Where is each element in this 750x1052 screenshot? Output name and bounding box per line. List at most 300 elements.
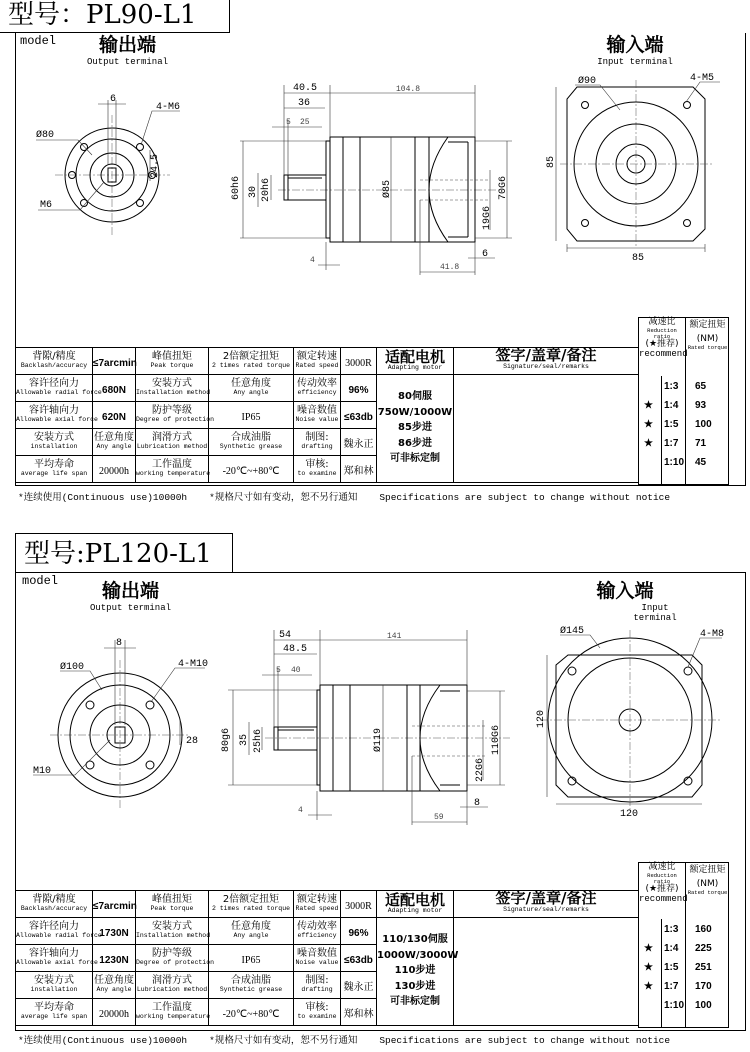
ratio-value: 1:10 bbox=[664, 457, 685, 468]
spec-label-en: Any angle bbox=[233, 388, 269, 396]
spec-label-cell bbox=[294, 402, 341, 429]
dim-side-spigot: 80g6 bbox=[221, 727, 232, 752]
spec-label-cn: 额定转速 bbox=[297, 894, 337, 906]
ratio-row bbox=[639, 978, 728, 997]
dim-side-body: Ø85 bbox=[382, 179, 393, 198]
spec-label-cell bbox=[209, 348, 294, 375]
dim-output-key-height: 24.5 bbox=[150, 153, 161, 178]
spec-label-cn: 工作温度 bbox=[152, 1002, 192, 1014]
spec-label-cell bbox=[16, 918, 102, 945]
spec-label-cn: 容许轴向力 bbox=[29, 948, 79, 960]
motor-option: 80伺服 bbox=[398, 391, 432, 403]
remarks-header-cell bbox=[454, 348, 639, 375]
spec-value-cell bbox=[209, 456, 294, 483]
motor-option: 86步进 bbox=[398, 437, 432, 449]
spec-label-en: Any angle bbox=[96, 442, 132, 450]
side-view bbox=[221, 630, 510, 825]
adapting-motor-list bbox=[377, 375, 454, 483]
spec-label-en: Synthetic grease bbox=[219, 442, 283, 450]
dim-input-width: 85 bbox=[632, 253, 645, 264]
ratio-header-cn: 减速比 bbox=[648, 862, 676, 872]
spec-row bbox=[16, 375, 639, 402]
spec-label-cn: 防护等级 bbox=[152, 405, 192, 417]
spec-value-cell bbox=[341, 999, 377, 1026]
spec-value-cell bbox=[209, 999, 294, 1026]
spec-label-cell bbox=[136, 375, 209, 402]
spec-value: 96% bbox=[348, 384, 369, 396]
ratio-header-en: Reduction ratio bbox=[647, 871, 677, 885]
spec-value: 郑和林 bbox=[343, 1008, 374, 1020]
spec-value: 20000h bbox=[99, 1008, 129, 1020]
spec-value: 魏永正 bbox=[343, 981, 374, 993]
spec-value-cell bbox=[93, 999, 136, 1026]
spec-label-cell bbox=[136, 945, 215, 972]
spec-label-en: Any angle bbox=[233, 931, 269, 939]
reduction-ratio-panel bbox=[638, 317, 729, 485]
spec-label-cell bbox=[209, 972, 294, 999]
spec-value: 1230N bbox=[99, 954, 129, 966]
recommend-star-icon: ★ bbox=[644, 943, 653, 954]
reduction-ratio-panel bbox=[638, 862, 729, 1028]
spec-label-en: Allowable axial force bbox=[16, 958, 98, 966]
motor-option: 130步进 bbox=[394, 980, 436, 992]
spec-label-cell bbox=[136, 348, 209, 375]
spec-label-cell bbox=[209, 429, 294, 456]
ratio-value: 1:3 bbox=[664, 381, 679, 392]
footnote: *规格尺寸如有变动，恕不另行通知 bbox=[209, 1035, 358, 1046]
spec-label-cn: 背隙/精度 bbox=[32, 894, 76, 906]
spec-value-cell bbox=[93, 891, 136, 918]
spec-label-en: Degree of protection bbox=[136, 958, 215, 966]
spec-value-cell bbox=[341, 945, 377, 972]
dim-side-input-bore: 22G6 bbox=[475, 757, 486, 782]
spec-label-cell bbox=[294, 945, 341, 972]
output-heading-en: Output terminal bbox=[89, 603, 171, 613]
spec-value-cell bbox=[93, 375, 136, 402]
spec-value-cell bbox=[341, 918, 377, 945]
spec-label-en: Lubrication method bbox=[136, 442, 208, 450]
spec-label-en: installation bbox=[30, 442, 78, 450]
torque-header-en: Rated torque bbox=[687, 343, 728, 351]
spec-row bbox=[16, 918, 639, 945]
spec-label-en: to examine bbox=[297, 469, 337, 477]
spec-label-en: average life span bbox=[20, 1012, 88, 1020]
product-sheet-pl90 bbox=[0, 0, 750, 505]
spec-label-cell bbox=[294, 429, 341, 456]
spec-label-cell bbox=[16, 972, 93, 999]
spec-label-cell bbox=[16, 402, 98, 429]
spec-row bbox=[16, 891, 639, 918]
spec-label-cn: 峰值扭矩 bbox=[152, 894, 192, 906]
dim-side-shaft-step: 35 bbox=[239, 733, 250, 746]
dim-output-key-height: 28 bbox=[186, 736, 199, 747]
motor-header-en: Adapting motor bbox=[387, 907, 443, 915]
spec-label-cell bbox=[93, 429, 136, 456]
spec-label-en: efficiency bbox=[297, 931, 337, 939]
ratio-row bbox=[639, 997, 728, 1016]
spec-label-cn: 峰值扭矩 bbox=[152, 351, 192, 363]
rated-torque-value: 251 bbox=[695, 962, 712, 973]
spec-value: ≤63db bbox=[344, 954, 373, 966]
ratio-value: 1:7 bbox=[664, 981, 679, 992]
ratio-row bbox=[639, 397, 728, 416]
spec-value: 20000h bbox=[99, 465, 129, 477]
dim-output-holes: 4-M10 bbox=[178, 659, 209, 670]
spec-label-cell bbox=[294, 972, 341, 999]
ratio-header-en: Reduction ratio bbox=[647, 326, 677, 340]
ratio-recommend-en: recommend bbox=[639, 893, 688, 904]
remarks-header-cell bbox=[454, 891, 639, 918]
spec-label-cn: 任意角度 bbox=[94, 975, 134, 987]
ratio-row bbox=[639, 959, 728, 978]
rated-torque-value: 225 bbox=[695, 943, 712, 954]
spec-label-en: Any angle bbox=[96, 985, 132, 993]
recommend-star-icon: ★ bbox=[644, 962, 653, 973]
torque-header-cn: 额定扭矩 bbox=[689, 865, 726, 875]
remarks-cell bbox=[454, 918, 639, 1026]
footnote: *连续使用(Continuous use)10000h bbox=[18, 492, 188, 503]
spec-label-cell bbox=[294, 375, 341, 402]
spec-label-cell bbox=[136, 999, 209, 1026]
torque-header-cn: 额定扭矩 bbox=[689, 320, 726, 330]
spec-label-cn: 噪音数值 bbox=[297, 948, 337, 960]
dim-output-key: 6 bbox=[110, 94, 117, 105]
motor-option: 110/130伺服 bbox=[382, 934, 448, 946]
dim-output-key: 8 bbox=[116, 638, 123, 649]
dim-side-flange: 4 bbox=[310, 256, 315, 265]
rated-torque-value: 100 bbox=[695, 419, 712, 430]
ratio-row bbox=[639, 921, 728, 940]
dim-side-c: 5 bbox=[276, 666, 281, 675]
ratio-header bbox=[639, 862, 688, 905]
output-end-view bbox=[33, 638, 208, 810]
spec-table bbox=[15, 347, 639, 483]
spec-label-cn: 噪音数值 bbox=[297, 405, 337, 417]
spec-label-cell bbox=[294, 456, 341, 483]
spec-value: -20℃~+80℃ bbox=[222, 1008, 280, 1020]
spec-label-cn: 背隙/精度 bbox=[32, 351, 76, 363]
recommend-star-icon: ★ bbox=[644, 438, 653, 449]
model-label: model bbox=[20, 34, 57, 48]
dim-side-input-bore: 19G6 bbox=[482, 205, 493, 230]
motor-option: 可非标定制 bbox=[390, 453, 440, 465]
ratio-value: 1:4 bbox=[664, 400, 679, 411]
spec-label-cn: 安装方式 bbox=[34, 432, 74, 444]
spec-label-cell bbox=[16, 456, 93, 483]
spec-label-cn: 任意角度 bbox=[231, 378, 271, 390]
motor-option: 可非标定制 bbox=[390, 996, 440, 1008]
output-end-view bbox=[36, 94, 180, 235]
spec-value-cell bbox=[341, 348, 377, 375]
ratio-value: 1:5 bbox=[664, 419, 679, 430]
footnotes bbox=[18, 489, 692, 503]
spec-label-cell bbox=[16, 348, 93, 375]
input-end-view bbox=[546, 73, 720, 264]
dim-side-input-depth: 41.8 bbox=[440, 263, 460, 272]
spec-label-cn: 平均寿命 bbox=[34, 1002, 74, 1014]
spec-value-cell bbox=[341, 972, 377, 999]
dim-side-spigot: 60h6 bbox=[231, 175, 242, 200]
spec-value-cell bbox=[341, 429, 377, 456]
ratio-row bbox=[639, 940, 728, 959]
spec-label-cell bbox=[294, 891, 341, 918]
ratio-recommend-en: recommend bbox=[639, 348, 688, 359]
torque-header bbox=[685, 863, 730, 896]
recommend-star-icon: ★ bbox=[644, 981, 653, 992]
output-heading-cn: 输出端 bbox=[101, 580, 159, 602]
spec-label-cell bbox=[209, 918, 294, 945]
spec-value: 680N bbox=[102, 384, 126, 396]
spec-label-en: 2 times rated torque bbox=[211, 904, 290, 912]
spec-label-cn: 安装方式 bbox=[152, 378, 192, 390]
spec-label-cn: 2倍额定扭矩 bbox=[222, 894, 280, 906]
ratio-row bbox=[639, 416, 728, 435]
spec-value-cell bbox=[209, 402, 294, 429]
spec-label-cn: 安装方式 bbox=[34, 975, 74, 987]
spec-label-en: Rated speed bbox=[295, 904, 339, 912]
dim-output-thread: M6 bbox=[40, 200, 53, 211]
spec-value: 620N bbox=[102, 411, 126, 423]
spec-label-cn: 制图: bbox=[305, 432, 329, 444]
dim-input-height: 85 bbox=[546, 155, 557, 168]
dim-output-holes: 4-M6 bbox=[156, 102, 181, 113]
recommend-star-icon: ★ bbox=[644, 400, 653, 411]
side-view bbox=[230, 83, 512, 275]
spec-value: IP65 bbox=[241, 411, 261, 423]
ratio-value: 1:3 bbox=[664, 924, 679, 935]
spec-label-en: working temperature bbox=[136, 1012, 211, 1020]
spec-value: ≤7arcmin bbox=[93, 357, 137, 369]
spec-label-en: Allowable radial force bbox=[16, 388, 102, 396]
footnote: Specifications are subject to change without notice bbox=[379, 492, 671, 503]
rated-torque-value: 71 bbox=[695, 438, 707, 449]
ratio-value: 1:7 bbox=[664, 438, 679, 449]
dim-side-d: 40 bbox=[291, 666, 301, 675]
dim-side-a: 40.5 bbox=[293, 83, 318, 94]
dim-side-d: 25 bbox=[300, 118, 310, 127]
spec-label-en: Noise value bbox=[295, 415, 339, 423]
remarks-header-cn: 签字/盖章/备注 bbox=[495, 889, 597, 907]
spec-label-cn: 合成油脂 bbox=[231, 432, 271, 444]
remarks-header-cn: 签字/盖章/备注 bbox=[495, 346, 597, 364]
dim-input-width: 120 bbox=[620, 809, 639, 820]
spec-label-en: Degree of protection bbox=[136, 415, 215, 423]
spec-label-cell bbox=[16, 945, 98, 972]
dim-side-input-depth: 59 bbox=[434, 813, 444, 822]
product-sheet-pl120 bbox=[0, 530, 750, 1052]
spec-label-cn: 防护等级 bbox=[152, 948, 192, 960]
spec-value: IP65 bbox=[241, 954, 261, 966]
footnotes bbox=[18, 1032, 692, 1046]
spec-label-cell bbox=[16, 375, 102, 402]
torque-header-unit: (NM) bbox=[696, 878, 719, 889]
spec-label-en: Allowable axial force bbox=[16, 415, 98, 423]
spec-label-cell bbox=[136, 402, 215, 429]
spec-label-cell bbox=[209, 891, 294, 918]
spec-label-cell bbox=[16, 891, 93, 918]
spec-label-en: Installation method bbox=[136, 388, 211, 396]
spec-value-cell bbox=[341, 456, 377, 483]
spec-value: -20℃~+80℃ bbox=[222, 465, 280, 477]
spec-label-cn: 传动效率 bbox=[297, 378, 337, 390]
spec-value-cell bbox=[93, 945, 136, 972]
ratio-value: 1:4 bbox=[664, 943, 679, 954]
spec-label-cn: 工作温度 bbox=[152, 459, 192, 471]
torque-header bbox=[685, 318, 730, 351]
spec-table bbox=[15, 890, 639, 1026]
dim-input-holes: 4-M8 bbox=[700, 629, 725, 640]
motor-option: 750W/1000W bbox=[377, 406, 453, 418]
spec-value: 3000R bbox=[345, 900, 372, 912]
spec-label-en: Installation method bbox=[136, 931, 211, 939]
ratio-value: 1:5 bbox=[664, 962, 679, 973]
recommend-star-icon: ★ bbox=[644, 419, 653, 430]
spec-label-cn: 制图: bbox=[305, 975, 329, 987]
spec-label-en: Allowable radial force bbox=[16, 931, 102, 939]
spec-label-cell bbox=[136, 972, 209, 999]
rated-torque-value: 100 bbox=[695, 1000, 712, 1011]
ratio-header-cn: 减速比 bbox=[648, 317, 676, 327]
spec-label-cn: 容许径向力 bbox=[29, 921, 79, 933]
spec-value: 魏永正 bbox=[343, 438, 374, 450]
spec-value-cell bbox=[93, 456, 136, 483]
spec-label-cn: 额定转速 bbox=[297, 351, 337, 363]
spec-label-en: Rated speed bbox=[295, 361, 339, 369]
spec-label-cn: 合成油脂 bbox=[231, 975, 271, 987]
dim-side-input-spigot: 110G6 bbox=[491, 724, 502, 755]
ratio-recommend-cn: (★推荐) bbox=[645, 883, 679, 894]
footnote: *规格尺寸如有变动，恕不另行通知 bbox=[209, 492, 358, 503]
model-label: model bbox=[22, 574, 59, 588]
motor-option: 85步进 bbox=[398, 422, 432, 434]
dim-input-pcd: Ø145 bbox=[560, 626, 585, 637]
dim-side-flange: 4 bbox=[298, 806, 303, 815]
spec-label-cn: 安装方式 bbox=[152, 921, 192, 933]
spec-label-en: Backlash/accuracy bbox=[20, 361, 88, 369]
spec-label-cell bbox=[294, 348, 341, 375]
dim-side-a: 54 bbox=[279, 630, 292, 641]
motor-header-en: Adapting motor bbox=[387, 364, 443, 372]
spec-label-en: average life span bbox=[20, 469, 88, 477]
spec-label-en: Peak torque bbox=[150, 361, 194, 369]
spec-value-cell bbox=[341, 375, 377, 402]
spec-label-en: Noise value bbox=[295, 958, 339, 966]
motor-option: 110步进 bbox=[394, 965, 436, 977]
spec-value-cell bbox=[93, 402, 136, 429]
input-heading-en: Input terminal bbox=[633, 603, 677, 623]
spec-value: ≤63db bbox=[344, 411, 373, 423]
torque-header-en: Rated torque bbox=[687, 888, 728, 896]
rated-torque-value: 93 bbox=[695, 400, 707, 411]
spec-label-en: Synthetic grease bbox=[219, 985, 283, 993]
spec-label-cell bbox=[294, 999, 341, 1026]
spec-label-cell bbox=[136, 891, 209, 918]
rated-torque-value: 170 bbox=[695, 981, 712, 992]
spec-label-en: working temperature bbox=[136, 469, 211, 477]
ratio-value: 1:10 bbox=[664, 1000, 685, 1011]
input-end-view bbox=[536, 625, 724, 820]
output-heading-cn: 输出端 bbox=[98, 34, 156, 56]
spec-row bbox=[16, 348, 639, 375]
remarks-header-en: Signature/seal/remarks bbox=[503, 362, 589, 370]
spec-label-en: installation bbox=[30, 985, 78, 993]
dim-side-shaft: 20h6 bbox=[261, 177, 272, 202]
spec-label-cn: 润滑方式 bbox=[152, 432, 192, 444]
spec-label-en: efficiency bbox=[297, 388, 337, 396]
spec-label-cn: 任意角度 bbox=[94, 432, 134, 444]
torque-header-unit: (NM) bbox=[696, 333, 719, 344]
input-heading-en: Input terminal bbox=[597, 57, 673, 67]
spec-value-cell bbox=[209, 945, 294, 972]
motor-header-cn: 适配电机 bbox=[384, 347, 445, 366]
motor-option: 1000W/3000W bbox=[377, 949, 459, 961]
spec-value: 3000R bbox=[345, 357, 372, 369]
dim-side-c: 5 bbox=[286, 118, 291, 127]
spec-value: 郑和林 bbox=[343, 465, 374, 477]
spec-label-cell bbox=[136, 456, 209, 483]
dim-output-pcd: Ø100 bbox=[60, 662, 85, 673]
spec-label-en: drafting bbox=[301, 442, 333, 450]
spec-label-cn: 容许径向力 bbox=[29, 378, 79, 390]
dim-side-length: 104.8 bbox=[396, 85, 421, 94]
spec-label-cell bbox=[16, 429, 93, 456]
dim-side-length: 141 bbox=[387, 632, 402, 641]
spec-label-cn: 平均寿命 bbox=[34, 459, 74, 471]
spec-label-cn: 润滑方式 bbox=[152, 975, 192, 987]
spec-label-cn: 审核: bbox=[305, 1002, 329, 1014]
spec-label-cell bbox=[16, 999, 93, 1026]
spec-label-en: 2 times rated torque bbox=[211, 361, 290, 369]
model-title: 型号：PL90-L1 bbox=[0, 0, 230, 33]
output-heading-en: Output terminal bbox=[86, 57, 168, 67]
spec-label-cell bbox=[136, 918, 209, 945]
remarks-cell bbox=[454, 375, 639, 483]
rated-torque-value: 160 bbox=[695, 924, 712, 935]
model-title: 型号:PL120-L1 bbox=[15, 533, 233, 573]
spec-value-cell bbox=[93, 348, 136, 375]
spec-label-en: Peak torque bbox=[150, 904, 194, 912]
spec-label-cell bbox=[209, 375, 294, 402]
dim-side-input-spigot: 70G6 bbox=[498, 175, 509, 200]
spec-label-en: to examine bbox=[297, 1012, 337, 1020]
ratio-header bbox=[639, 317, 688, 360]
spec-label-cn: 传动效率 bbox=[297, 921, 337, 933]
input-heading-cn: 输入端 bbox=[596, 580, 654, 602]
spec-value-cell bbox=[93, 918, 136, 945]
spec-value-cell bbox=[341, 402, 377, 429]
ratio-row bbox=[639, 454, 728, 473]
dim-side-b: 48.5 bbox=[283, 644, 308, 655]
remarks-header-en: Signature/seal/remarks bbox=[503, 905, 589, 913]
footnote: *连续使用(Continuous use)10000h bbox=[18, 1035, 188, 1046]
rated-torque-value: 65 bbox=[695, 381, 707, 392]
ratio-row bbox=[639, 435, 728, 454]
dim-side-shaft: 25h6 bbox=[253, 728, 264, 753]
dim-input-holes: 4-M5 bbox=[690, 73, 715, 84]
motor-header-cell bbox=[377, 891, 454, 918]
ratio-row bbox=[639, 378, 728, 397]
dim-input-pcd: Ø90 bbox=[578, 76, 597, 87]
spec-value: 1730N bbox=[99, 927, 129, 939]
dim-side-shaft-step: 30 bbox=[248, 185, 259, 198]
technical-drawing bbox=[0, 0, 750, 345]
dim-side-body: Ø119 bbox=[373, 727, 384, 752]
spec-value: ≤7arcmin bbox=[93, 900, 137, 912]
motor-header-cn: 适配电机 bbox=[384, 890, 445, 909]
dim-side-input-flange: 6 bbox=[482, 249, 489, 260]
dim-input-height: 120 bbox=[536, 709, 547, 728]
spec-label-en: Lubrication method bbox=[136, 985, 208, 993]
